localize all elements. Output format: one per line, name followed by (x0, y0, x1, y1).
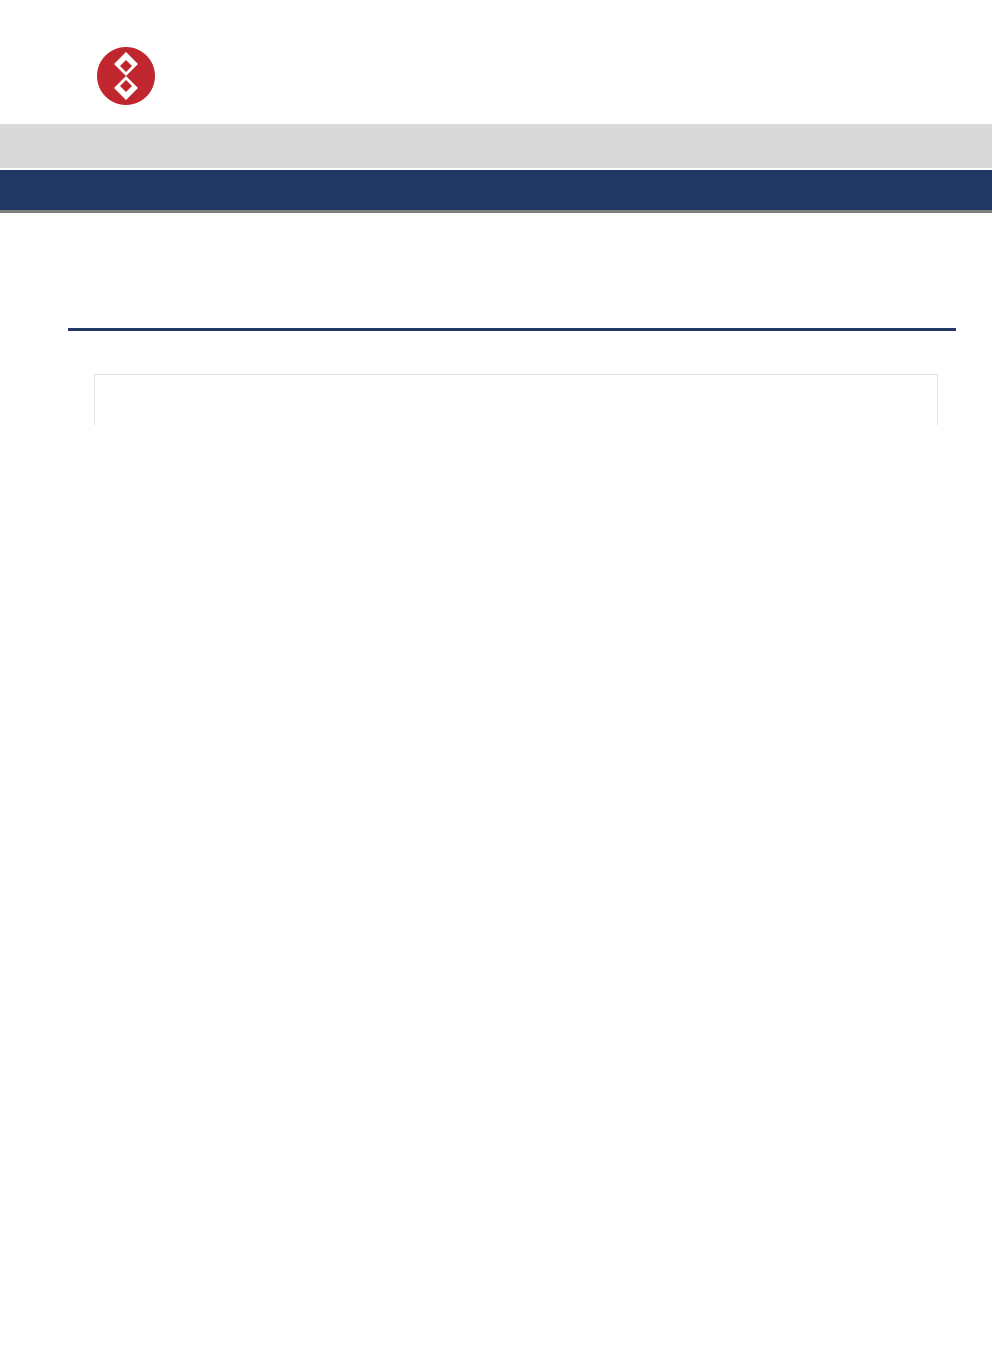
report-header-box (94, 374, 938, 425)
section-band (0, 124, 992, 168)
company-logo-icon (96, 46, 156, 106)
title-rule (68, 328, 956, 331)
date-band (0, 170, 992, 213)
